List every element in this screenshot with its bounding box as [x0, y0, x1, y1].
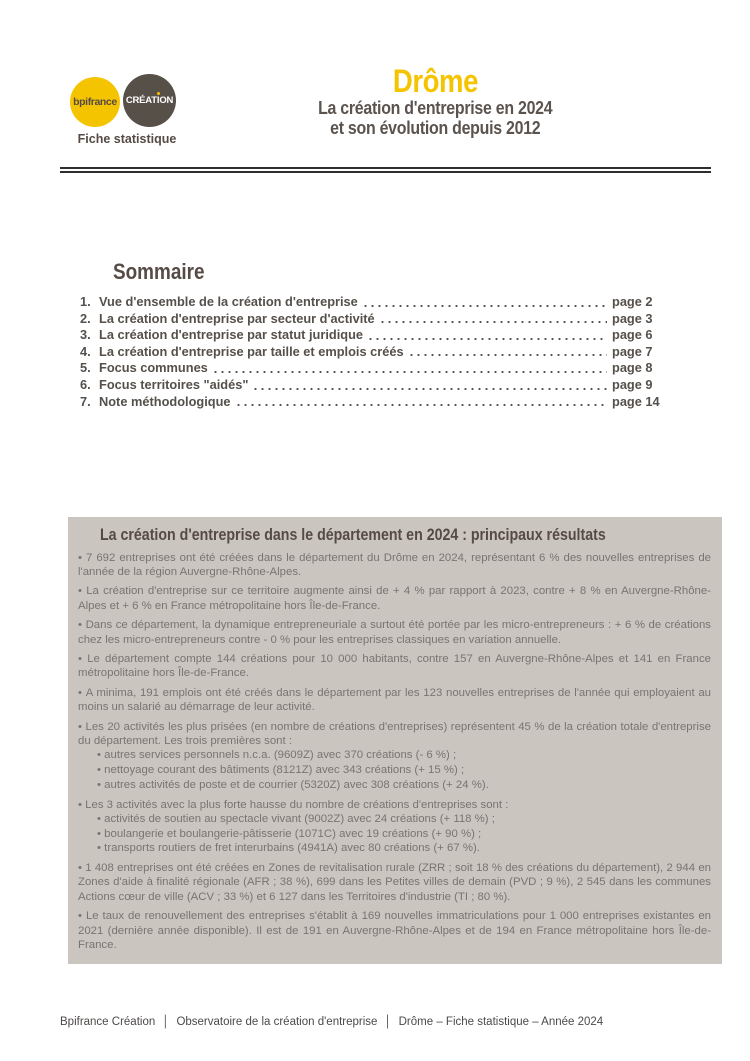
results-paragraph [78, 551, 711, 579]
toc-item-page: page 6 [612, 327, 653, 343]
toc-leader-dots [212, 360, 607, 377]
toc-leader-dots [367, 327, 607, 344]
results-paragraph [78, 652, 711, 680]
results-paragraph [78, 798, 711, 856]
toc-item-label: La création d'entreprise par taille et emplois créés [99, 343, 404, 359]
toc-list [80, 294, 662, 410]
toc-item-number: 6. [80, 376, 91, 392]
toc-item-page: page 2 [612, 294, 653, 309]
toc-item[interactable] [80, 327, 662, 344]
toc-item-label: La création d'entreprise par secteur d'activité [99, 310, 375, 326]
page-subtitle-line1: La création d'entreprise en 2024 [317, 97, 553, 118]
toc-item-number: 1. [80, 294, 91, 309]
toc-item-label: Focus territoires "aidés" [99, 376, 249, 392]
results-paragraph [78, 618, 711, 646]
paragraph-text: • 1 408 entreprises ont été créées en Zones de revitalisation rurale (ZRR ; soit 18 % des créations du département), 2 944 en Zones d'aide à finalité régionale (AFR ; 38 %), 699 dans les Petites villes de demain (PVD ; 9 %), 2 545 dans les communes Actions cœur de ville (ACV ; 33 %) et 6 127 dans les Territoires d'industrie (TI ; 80 %). [78, 862, 711, 902]
logo-tagline: Fiche statistique [77, 132, 177, 146]
toc-item-number: 7. [80, 393, 91, 409]
results-paragraph [78, 720, 711, 792]
page-subtitle-line2: et son évolution depuis 2012 [329, 116, 541, 138]
sub-bullet-text: • autres activités de poste et de courrier (5320Z) avec 308 créations (+ 24 %). [97, 778, 711, 793]
paragraph-text: • Le département compte 144 créations pour 10 000 habitants, contre 157 en Auvergne-Rhône-Alpes et 141 en France métropolitaine hors Île-de-France. [78, 653, 711, 679]
toc-item-page: page 7 [612, 343, 653, 359]
toc-item-page: page 8 [612, 360, 653, 376]
paragraph-text: • Les 20 activités les plus prisées (en nombre de créations d'entreprises) représentent 45 % de la création totale d'entreprise du département. Les trois premières sont : [78, 721, 711, 747]
toc-item-page: page 9 [612, 376, 653, 392]
page-title: Drôme [392, 63, 478, 99]
sub-bullet-text: • activités de soutien au spectacle vivant (9002Z) avec 24 créations (+ 118 %) ; [97, 812, 711, 827]
results-box-heading: La création d'entreprise dans le département en 2024 : principaux résultats [100, 526, 606, 544]
sub-bullet-list [97, 812, 711, 856]
toc-item-page: page 14 [612, 393, 660, 409]
paragraph-text: • La création d'entreprise sur ce territoire augmente ainsi de + 4 % par rapport à 2023, contre + 8 % en Auvergne-Rhône-Alpes et + 6 % en France métropolitaine hors Île-de-France. [78, 585, 711, 611]
toc-item[interactable] [80, 294, 662, 311]
sub-bullet-text: • boulangerie et boulangerie-pâtisserie (1071C) avec 19 créations (+ 90 %) ; [97, 827, 711, 842]
paragraph-text: • A minima, 191 emplois ont été créés dans le département par les 123 nouvelles entreprises de l'année qui employaient au moins un salarié au démarrage de leur activité. [78, 687, 711, 713]
toc-leader-dots [408, 344, 607, 361]
footer-separator: │ [162, 1016, 170, 1028]
results-paragraph [78, 861, 711, 904]
toc-leader-dots [379, 311, 607, 328]
toc-leader-dots [252, 377, 607, 394]
toc-item-label: Note méthodologique [99, 393, 231, 409]
footer-separator: │ [384, 1016, 392, 1028]
document-title-block [255, 64, 615, 137]
toc-item-label: Focus communes [99, 360, 208, 376]
results-paragraph [78, 909, 711, 952]
sub-bullet-list [97, 748, 711, 792]
toc-item-number: 4. [80, 343, 91, 359]
creation-logo-label: CRÉATION [125, 95, 174, 106]
toc-item[interactable] [80, 377, 662, 394]
paragraph-text: • Dans ce département, la dynamique entrepreneuriale a surtout été portée par les micro-entrepreneurs : + 6 % de créations chez les micro-entrepreneurs contre - 0 % pour les entreprises classiques en variation annuelle. [78, 619, 711, 645]
toc-item[interactable] [80, 394, 662, 411]
bpifrance-logo-label: bpifrance [73, 96, 117, 108]
sub-bullet-text: • nettoyage courant des bâtiments (8121Z) avec 343 créations (+ 15 %) ; [97, 763, 711, 778]
results-paragraph [78, 686, 711, 714]
toc-item-label: La création d'entreprise par statut juridique [99, 327, 364, 343]
results-paragraph [78, 584, 711, 612]
paragraph-text: • Les 3 activités avec la plus forte hausse du nombre de créations d'entreprises sont : [78, 799, 508, 811]
toc-leader-dots [235, 394, 607, 411]
bpifrance-logo-icon [70, 77, 120, 127]
toc-item-number: 2. [80, 310, 91, 326]
toc-item[interactable] [80, 344, 662, 361]
paragraph-text: • 7 692 entreprises ont été créées dans le département du Drôme en 2024, représentant 6 % des nouvelles entreprises de l'année de la région Auvergne-Rhône-Alpes. [78, 552, 711, 578]
results-paragraphs [78, 551, 711, 952]
toc-item-number: 3. [80, 327, 91, 343]
sub-bullet-text: • transports routiers de fret interurbains (4941A) avec 80 créations (+ 67 %). [97, 841, 711, 856]
toc-item[interactable] [80, 360, 662, 377]
footer-observatoire: Observatoire de la création d'entreprise [176, 1016, 378, 1028]
toc-item-number: 5. [80, 360, 91, 376]
footer-document-ref: Drôme – Fiche statistique – Année 2024 [398, 1016, 604, 1028]
toc-heading: Sommaire [113, 259, 205, 284]
paragraph-text: • Le taux de renouvellement des entreprises s'établit à 169 nouvelles immatriculations pour 1 000 entreprises existantes en 2021 (dernière année disponible). Il est de 191 en Auvergne-Rhône-Alpes et de 194 en France métropolitaine hors Île-de-France. [78, 910, 711, 950]
creation-logo-icon [123, 74, 176, 127]
header-divider [60, 167, 711, 173]
toc-item-label: Vue d'ensemble de la création d'entreprise [99, 294, 358, 309]
toc-item-page: page 3 [612, 310, 653, 326]
toc-leader-dots [362, 294, 607, 311]
sub-bullet-text: • autres services personnels n.c.a. (9609Z) avec 370 créations (- 6 %) ; [97, 748, 711, 763]
footer-brand: Bpifrance Création [60, 1016, 156, 1028]
toc-item[interactable] [80, 311, 662, 328]
page-footer [60, 1016, 603, 1028]
results-box [68, 517, 722, 964]
